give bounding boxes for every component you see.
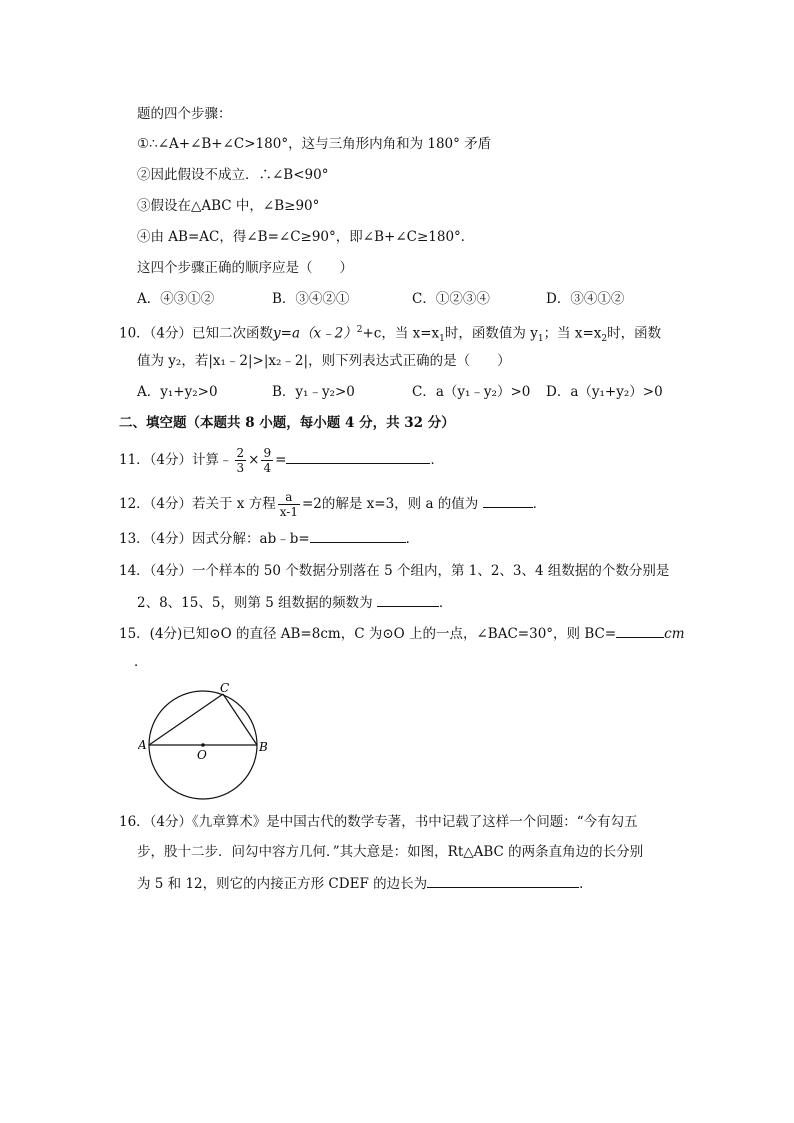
q13-line: 13．（4分）因式分解：ab﹣b= ． — [119, 528, 419, 549]
q9-option-b: B．③④②① — [272, 291, 350, 307]
q9-option-a: A．④③①② — [137, 291, 215, 307]
q12-fraction: $\frac{a}{x-1}$ — [279, 490, 298, 519]
q10-line1: 10．（4分）已知二次函数y=a（x﹣2）$^2$+c，当 $x=x_1$时，函数值为 $y_1$；当 $x=x_2$时，函数 — [119, 325, 662, 345]
section-heading-fill-blank: 二、填空题（本题共 8 小题，每小题 4 分，共 32 分） — [119, 415, 455, 431]
q15-line: 15．(4分)已知⊙O 的直径 AB=8cm，C 为⊙O 上的一点，∠BAC=30°，则 BC= cm — [119, 623, 685, 644]
q10-option-c: C．a（y₁﹣y₂）>0 — [412, 384, 531, 400]
q11-fraction-2: $\frac{9}{4}$ — [263, 446, 272, 475]
q9-step4: ④由 AB=AC，得∠B=∠C≥90°，即∠B+∠C≥180°． — [137, 229, 475, 245]
chord-ac — [149, 694, 223, 745]
label-b: B — [259, 740, 268, 754]
q10-option-b: B．y₁﹣y₂>0 — [272, 384, 355, 400]
q11-fraction-1: $\frac{2}{3}$ — [236, 446, 245, 475]
q14-line1: 14．（4分）一个样本的 50 个数据分别落在 5 个组内，第 1、2、3、4 组数据的个数分别是 — [119, 563, 670, 579]
q15-circle-figure — [138, 682, 278, 802]
q14-answer-blank[interactable] — [377, 592, 439, 607]
q10-option-d: D．a（y₁+y₂）>0 — [546, 384, 663, 400]
chord-cb — [223, 694, 257, 745]
q16-line3: 为 5 和 12，则它的内接正方形 CDEF 的边长为 ． — [137, 873, 593, 894]
label-c: C — [220, 682, 230, 695]
q12-answer-blank[interactable] — [483, 493, 533, 508]
label-a: A — [138, 738, 147, 752]
q15-period: ． — [134, 654, 148, 670]
q9-question: 这四个步骤正确的顺序应是（ ） — [137, 260, 353, 276]
q16-line1: 16．（4分）《九章算术》是中国古代的数学专著，书中记载了这样一个问题：“今有勾五 — [119, 814, 638, 830]
center-point — [201, 743, 205, 747]
q9-step2: ②因此假设不成立．∴∠B<90° — [137, 167, 329, 183]
q9-intro: 题的四个步骤： — [137, 106, 232, 122]
q16-answer-blank[interactable] — [427, 873, 579, 888]
q14-line2: 2、8、15、5，则第 5 组数据的频数为 ． — [137, 592, 452, 613]
q10-line2: 值为 y₂，若|x₁﹣2|>|x₂﹣2|，则下列表达式正确的是（ ） — [137, 353, 511, 369]
q11-answer-blank[interactable] — [286, 449, 430, 464]
q9-step3: ③假设在△ABC 中，∠B≥90° — [137, 198, 320, 214]
q15-answer-blank[interactable] — [616, 623, 664, 638]
q9-option-c: C．①②③④ — [412, 291, 490, 307]
q16-line2: 步，股十二步．问勾中容方几何．”其大意是：如图，Rt△ABC 的两条直角边的长分别 — [137, 844, 644, 860]
q9-step1: ①∴∠A+∠B+∠C>180°，这与三角形内角和为 180° 矛盾 — [137, 136, 492, 152]
q13-answer-blank[interactable] — [310, 528, 406, 543]
q12-line: 12．（4分）若关于 x 方程 $\frac{a}{x-1}$ =2的解是 x=3，则 a 的值为 ． — [119, 490, 547, 519]
q9-option-d: D．③④①② — [546, 291, 625, 307]
label-o: O — [197, 748, 207, 762]
q10-option-a: A．y₁+y₂>0 — [137, 384, 218, 400]
q11-line: 11．（4分）计算﹣ $\frac{2}{3}$ × $\frac{9}{4}$ = ． — [119, 446, 444, 475]
